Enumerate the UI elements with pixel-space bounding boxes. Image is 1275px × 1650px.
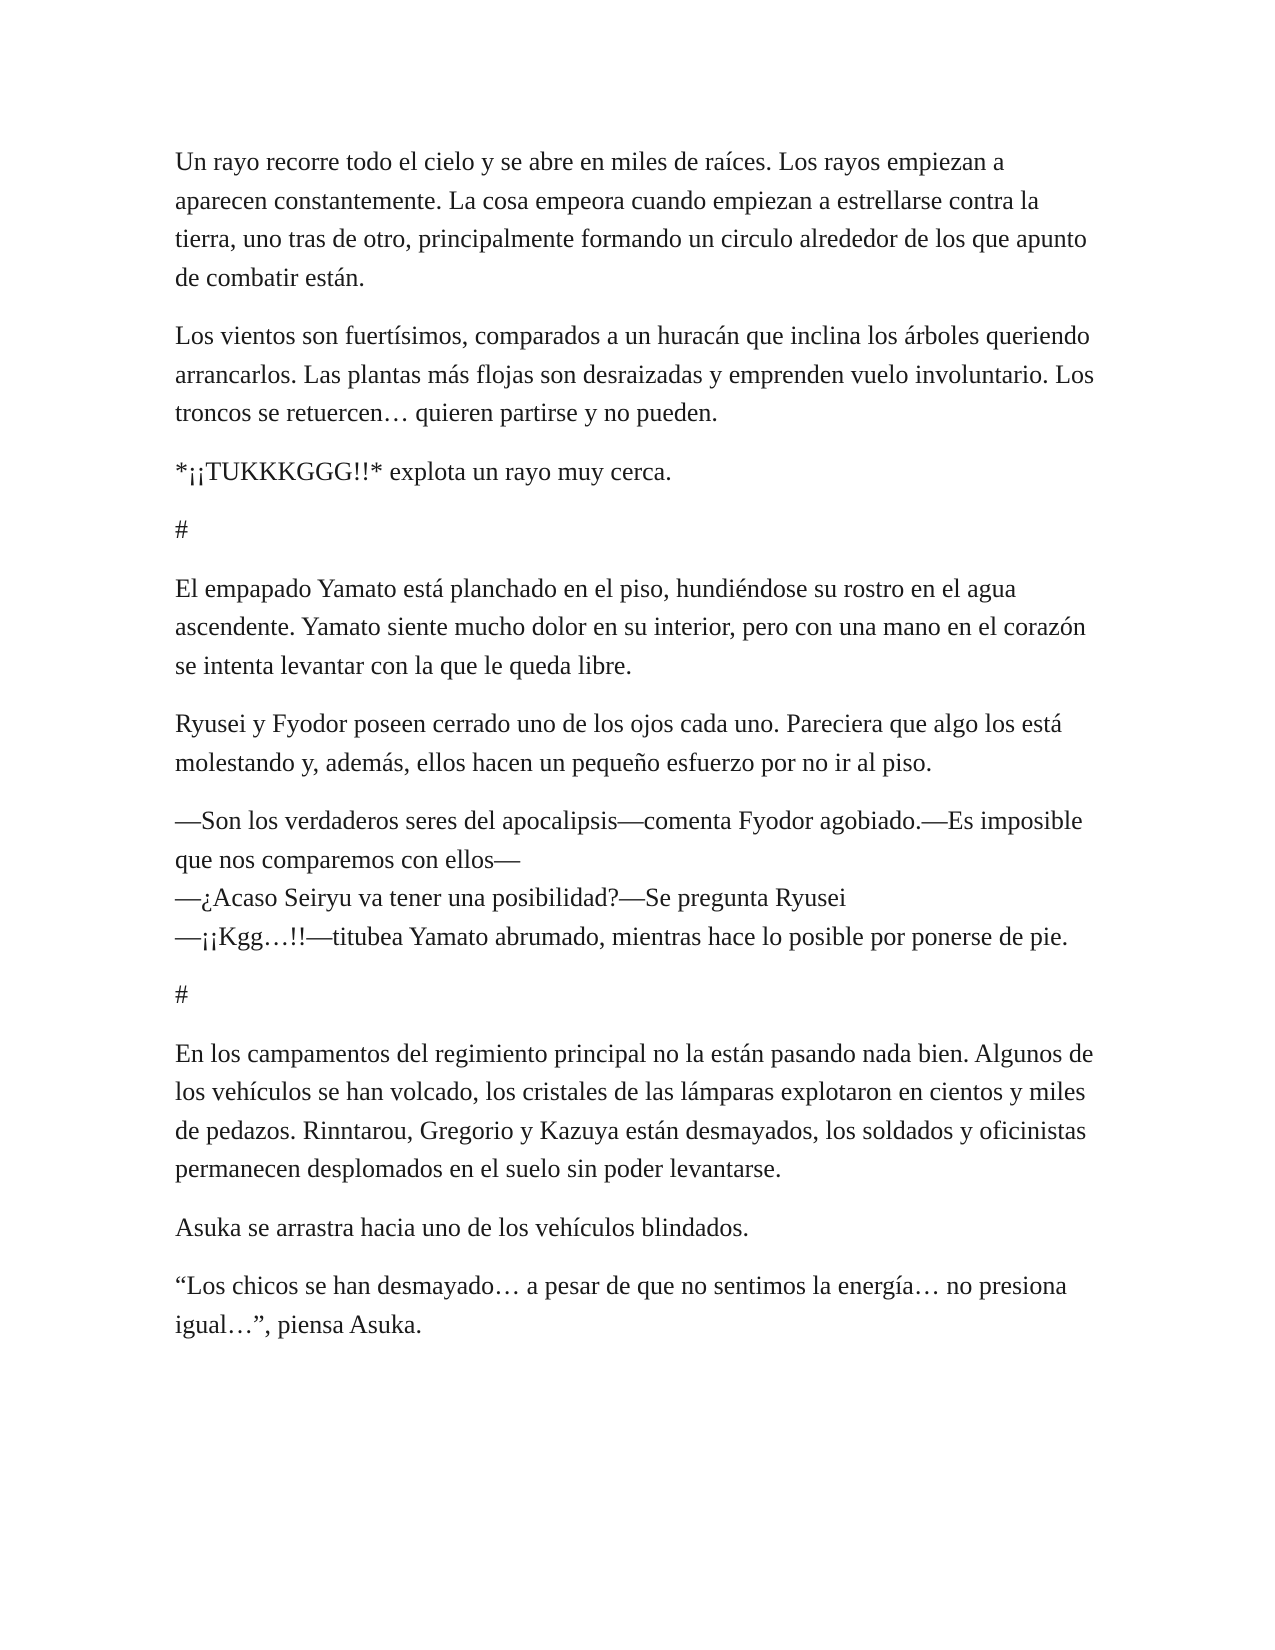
- paragraph: En los campamentos del regimiento principal no la están pasando nada bien. Algunos de los vehículos se han volcado, los cristales de las lámparas explotaron en cientos y miles de pedazos. Rinntarou, Gregorio y Kazuya están desmayados, los soldados y oficinistas permanecen desplomados en el suelo sin poder levantarse.: [175, 1038, 1094, 1183]
- dialogue-block: [175, 802, 1095, 956]
- paragraph: El empapado Yamato está planchado en el piso, hundiéndose su rostro en el agua ascendente. Yamato siente mucho dolor en su interior, pero con una mano en el corazón se intenta levantar con la que le queda libre.: [175, 573, 1086, 680]
- scene-separator: #: [175, 515, 188, 544]
- paragraph: Ryusei y Fyodor poseen cerrado uno de los ojos cada uno. Pareciera que algo los está molestando y, además, ellos hacen un pequeño esfuerzo por no ir al piso.: [175, 709, 1063, 777]
- paragraph: Asuka se arrastra hacia uno de los vehículos blindados.: [175, 1212, 750, 1242]
- scene-separator: #: [175, 980, 188, 1009]
- paragraph: “Los chicos se han desmayado… a pesar de que no sentimos la energía… no presiona igual…”, piensa Asuka.: [175, 1271, 1067, 1339]
- document-page: [175, 143, 1095, 1364]
- dialogue-line: —¿Acaso Seiryu va tener una posibilidad?—Se pregunta Ryusei: [175, 883, 847, 912]
- paragraph: Un rayo recorre todo el cielo y se abre en miles de raíces. Los rayos empiezan a aparecen constantemente. La cosa empeora cuando empiezan a estrellarse contra la tierra, uno tras de otro, principalmente formando un circulo alrededor de los que apunto de combatir están.: [175, 147, 1087, 292]
- paragraph: Los vientos son fuertísimos, comparados a un huracán que inclina los árboles queriendo arrancarlos. Las plantas más flojas son desraizadas y emprenden vuelo involuntario. Los troncos se retuercen… quieren partirse y no pueden.: [175, 321, 1095, 427]
- dialogue-line: —Son los verdaderos seres del apocalipsis—comenta Fyodor agobiado.—Es imposible que nos comparemos con ellos—: [175, 806, 1083, 874]
- dialogue-line: —¡¡Kgg…!!—titubea Yamato abrumado, mientras hace lo posible por ponerse de pie.: [175, 921, 1069, 951]
- paragraph: *¡¡TUKKKGGG!!* explota un rayo muy cerca.: [175, 456, 672, 486]
